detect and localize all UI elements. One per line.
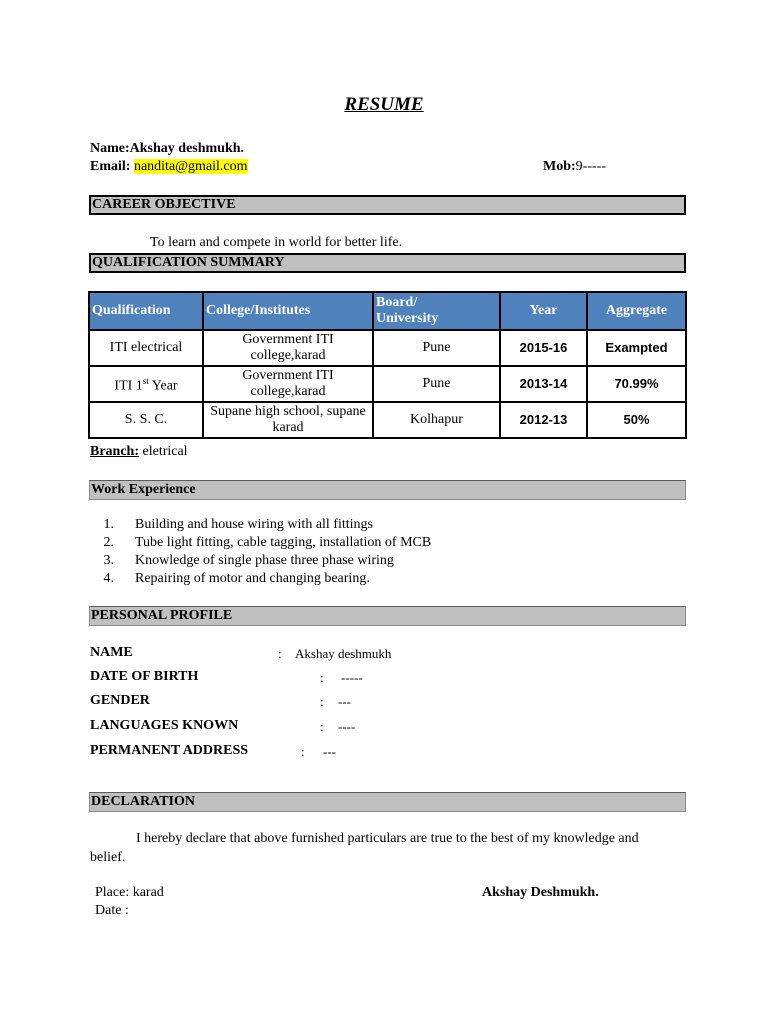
list-text: Knowledge of single phase three phase wiring (135, 553, 394, 568)
email-label: Email: (90, 159, 131, 174)
list-item (90, 516, 431, 534)
cell-year: 2015-16 (500, 330, 587, 366)
declaration-heading: DECLARATION (89, 792, 686, 812)
signature-name: Akshay Deshmukh. (482, 885, 599, 900)
cell-aggregate: Exampted (587, 330, 686, 366)
profile-gender-label: GENDER (90, 693, 150, 708)
col-year: Year (500, 292, 587, 330)
cell-board: Pune (373, 330, 500, 366)
table-header-row (89, 292, 686, 330)
qualification-table (88, 291, 687, 439)
col-college: College/Institutes (203, 292, 373, 330)
col-board (373, 292, 500, 330)
name-line (90, 141, 244, 157)
career-objective-text: To learn and compete in world for better life. (150, 235, 403, 250)
date-line: Date : (95, 903, 129, 918)
qual-text-rest: Year (148, 378, 178, 394)
profile-name-colon: : (278, 646, 282, 661)
cell-aggregate: 50% (587, 402, 686, 438)
qual-text: ITI 1 (114, 378, 143, 394)
cell-aggregate: 70.99% (587, 366, 686, 402)
list-item (90, 534, 431, 552)
list-item (90, 552, 431, 570)
work-experience-heading: Work Experience (89, 480, 686, 500)
cell-board: Pune (373, 366, 500, 402)
cell-year: 2012-13 (500, 402, 587, 438)
table-row (89, 402, 686, 438)
list-text: Tube light fitting, cable tagging, installation of MCB (135, 535, 432, 550)
mob-label: Mob: (543, 159, 576, 174)
list-number: 2. (103, 535, 114, 550)
qual-superscript: st (142, 376, 149, 387)
cell-qualification: ITI electrical (89, 330, 203, 366)
college-line: college,karad (250, 384, 326, 399)
col-qualification: Qualification (89, 292, 203, 330)
list-item (90, 570, 431, 588)
cell-board: Kolhapur (373, 402, 500, 438)
name-value: Akshay deshmukh. (129, 141, 245, 156)
profile-gender-value: --- (338, 694, 351, 709)
profile-dob-value: ----- (341, 670, 363, 685)
qualification-summary-heading: QUALIFICATION SUMMARY (89, 253, 686, 273)
work-experience-list (90, 516, 431, 588)
name-label: Name: (90, 141, 130, 156)
college-line: Government ITI (242, 332, 334, 347)
college-line: college,karad (250, 348, 326, 363)
college-line: Government ITI (242, 368, 334, 383)
profile-languages-value: ---- (338, 719, 356, 734)
col-board-line1: Board/ (376, 295, 418, 310)
profile-dob-label: DATE OF BIRTH (90, 669, 199, 684)
col-aggregate: Aggregate (587, 292, 686, 330)
declaration-text-line2: belief. (90, 850, 126, 865)
profile-gender-colon: : (320, 694, 324, 709)
resume-title: RESUME (344, 94, 424, 115)
table-row (89, 330, 686, 366)
profile-dob-colon: : (320, 670, 324, 685)
table-row (89, 366, 686, 402)
branch-label: Branch: (90, 444, 139, 459)
cell-college (203, 402, 373, 438)
profile-name-value: Akshay deshmukh (295, 646, 392, 661)
profile-languages-label: LANGUAGES KNOWN (90, 718, 239, 733)
place-line: Place: karad (95, 885, 164, 900)
college-line: Supane high school, supane (210, 404, 366, 419)
branch-value: eletrical (142, 444, 188, 459)
branch-line (90, 444, 188, 460)
cell-qualification (89, 366, 203, 402)
profile-languages-colon: : (320, 719, 324, 734)
mobile-line (543, 159, 606, 175)
list-text: Building and house wiring with all fittings (135, 517, 373, 532)
profile-address-label: PERMANENT ADDRESS (90, 743, 249, 758)
personal-profile-heading: PERSONAL PROFILE (89, 606, 686, 626)
list-number: 4. (103, 571, 114, 586)
list-text: Repairing of motor and changing bearing. (135, 571, 370, 586)
mob-value: 9----- (575, 159, 606, 174)
career-objective-heading: CAREER OBJECTIVE (89, 195, 686, 215)
list-number: 1. (103, 517, 114, 532)
cell-year: 2013-14 (500, 366, 587, 402)
profile-address-value: --- (323, 744, 336, 759)
email-link[interactable]: nandita@gmail.com (133, 159, 248, 174)
cell-college (203, 366, 373, 402)
col-board-line2: University (376, 311, 439, 326)
list-number: 3. (103, 553, 114, 568)
cell-college (203, 330, 373, 366)
email-line (90, 159, 248, 175)
declaration-text-line1: I hereby declare that above furnished particulars are true to the best of my knowledge and (136, 831, 639, 846)
profile-name-label: NAME (90, 645, 133, 660)
cell-qualification: S. S. C. (89, 402, 203, 438)
profile-address-colon: : (301, 744, 305, 759)
college-line: karad (272, 420, 304, 435)
